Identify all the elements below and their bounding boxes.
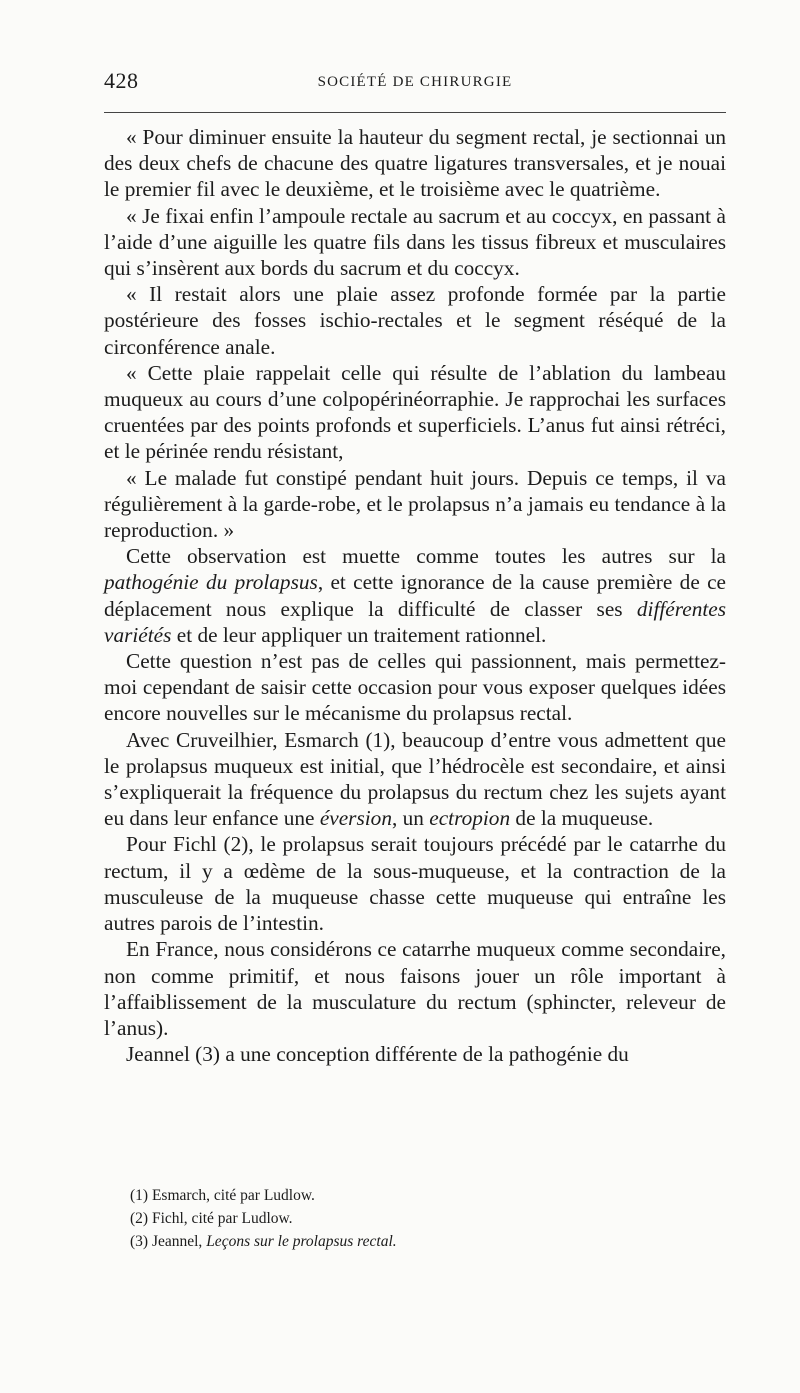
text-run: « Je fixai enfin l’ampoule rectale au sacrum et au coccyx, en passant à l’aide d’une aiguille les quatre fils dans les tissus fibreux et musculaires qui s’insèrent aux bords du sacrum et du coccyx. (104, 203, 726, 281)
paragraph (104, 727, 726, 832)
italic-text: ectropion (429, 806, 511, 831)
italic-text: différentes variétés (104, 596, 726, 647)
text-run: Cette observation est muette comme toutes les autres sur la (126, 544, 726, 569)
paragraph (104, 1041, 726, 1067)
paragraph (104, 543, 726, 648)
text-run: « Cette plaie rappelait celle qui résulte de l’ablation du lambeau muqueux au cours d’une colpopérinéorraphie. Je rapprochai les surfaces cruentées par des points profonds et superficiels. L’anus fut ainsi rétréci, et le périnée rendu résistant, (104, 360, 726, 464)
text-run: « Il restait alors une plaie assez profonde formée par la partie postérieure des fosses ischio-rectales et le segment réséqué de la circonférence anale. (104, 282, 726, 359)
page-header (104, 68, 726, 100)
text-run: (1) Esmarch, cité par Ludlow. (130, 1187, 315, 1204)
paragraph (104, 465, 726, 544)
text-run: Pour Fichl (2), le prolapsus serait toujours précédé par le catarrhe du rectum, il y a œdème de la sous-muqueuse, et la contraction de la musculeuse de la muqueuse chasse cette muqueuse qui entraîne les autres parois de l’intestin. (104, 832, 726, 936)
paragraph (104, 648, 726, 727)
paragraph (104, 124, 726, 203)
text-run: (2) Fichl, cité par Ludlow. (130, 1210, 293, 1227)
text-run: « Pour diminuer ensuite la hauteur du segment rectal, je sectionnai un des deux chefs de chacune des quatre ligatures transversales, et je nouai le premier fil avec le deuxième, et le troisième avec le quatrième. (104, 125, 726, 202)
paragraph (104, 360, 726, 465)
text-run: , et cette ignorance de la cause première de ce déplacement nous explique la difficulté de classer ses (104, 570, 726, 621)
page-number: 428 (104, 68, 139, 93)
footnote (130, 1207, 690, 1230)
header-rule (104, 112, 726, 113)
body-text (104, 124, 726, 1067)
italic-text: éversion (319, 806, 392, 831)
text-run: de la muqueuse. (510, 806, 654, 831)
paragraph (104, 281, 726, 360)
text-run: et de leur appliquer un traitement rationnel. (171, 622, 547, 647)
text-run: En France, nous considérons ce catarrhe muqueux comme secondaire, non comme primitif, et nous faisons jouer un rôle important à l’affaiblissement de la musculature du rectum (sphincter, releveur de l’anus). (104, 937, 726, 1040)
text-run: Avec Cruveilhier, Esmarch (1), beaucoup d’entre vous admettent que le prolapsus muqueux est initial, que l’hédrocèle est secondaire, et ainsi s’expliquerait la fréquence du prolapsus du rectum chez les sujets ayant eu dans leur enfance une (104, 727, 726, 831)
running-head: SOCIÉTÉ DE CHIRURGIE (317, 74, 513, 90)
paragraph (104, 203, 726, 282)
italic-text: pathogénie du prolapsus (104, 570, 318, 595)
footnote (130, 1230, 690, 1253)
text-run: (3) Jeannel, (130, 1233, 207, 1250)
footnote (130, 1184, 690, 1207)
text-run: « Le malade fut constipé pendant huit jours. Depuis ce temps, il va régulièrement à la garde-robe, et le prolapsus n’a jamais eu tendance à la reproduction. » (104, 465, 726, 543)
text-run: Jeannel (3) a une conception différente de la pathogénie du (126, 1042, 629, 1067)
text-run: , un (391, 806, 430, 831)
paragraph (104, 936, 726, 1041)
italic-text: Leçons sur le prolapsus rectal. (206, 1233, 397, 1250)
footnotes (130, 1184, 690, 1253)
text-run: Cette question n’est pas de celles qui passionnent, mais permettez-moi cependant de saisir cette occasion pour vous exposer quelques idées encore nouvelles sur le mécanisme du prolapsus rectal. (104, 649, 726, 726)
paragraph (104, 831, 726, 936)
